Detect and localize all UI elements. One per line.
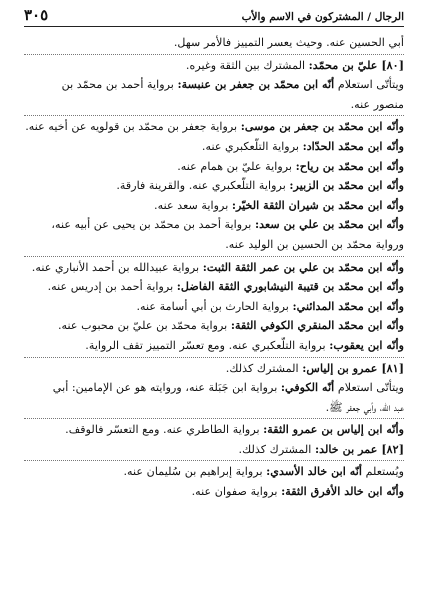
text-line: وأنّه ابن يعقوب: برواية التلّعكبري عنه. ومع تعسّر التمييز تقف الرواية. [85, 337, 404, 352]
text-line: وأنّه ابن محمّد المدائني: برواية الحارث بن أبي أسامة عنه. [136, 298, 404, 313]
book-page [24, 6, 404, 616]
separator [24, 256, 404, 257]
text-line: ورواية محمّد بن الحسين بن الوليد عنه. [225, 237, 404, 251]
entry-heading-81: [٨١] عمرو بن إلياس: المشترك كذلك. [225, 360, 404, 375]
page-number: ٣٠٥ [24, 6, 49, 24]
text-line: وأنّه ابن محمّد بن جعفر بن موسى: برواية جعفر بن محمّد بن قولويه عن أخيه عنه. [25, 119, 404, 134]
text-line: وأنّه ابن محمّد بن علي بن عمر الثقة الثبت: برواية عبيدالله بن أحمد الأنباري عنه. [31, 259, 404, 274]
text-line: أبي الحسين عنه. وحيث يعسر التمييز فالأمر سهل. [173, 36, 404, 49]
separator [24, 54, 404, 55]
text-line: ويتأتّى استعلام أنّه الكوفي: برواية ابن جَبَلة عنه، وروايته هو عن الإمامين: أبي [52, 380, 404, 395]
separator [24, 418, 404, 419]
separator [24, 460, 404, 461]
text-line: وأنّه ابن إلياس بن عمرو الثقة: برواية الطاطري عنه. ومع التعسّر فالوقف. [65, 422, 404, 437]
separator [24, 357, 404, 358]
text-line: وأنّه ابن محمّد بن الزبير: برواية التلّعكبري عنه. والقرينة فارقة. [116, 178, 404, 193]
text-line: وأنّه ابن محمّد بن علي بن سعد: برواية أحمد بن محمّد بن يحيى عن أبيه عنه، [51, 217, 404, 232]
separator [24, 115, 404, 116]
text-line: ويتأتّى استعلام أنّه ابن محمّد بن جعفر بن عنبسة: برواية أحمد بن محمّد بن [61, 77, 404, 92]
text-line: منصور عنه. [350, 97, 404, 111]
text-line: وأنّه ابن محمّد بن شيران الثقة الخيّر: برواية سعد عنه. [154, 197, 404, 212]
text-line: وأنّه ابن محمّد المنقري الكوفي الثقة: برواية محمّد بن عليّ بن محبوب عنه. [58, 318, 404, 333]
text-line: وأنّه ابن خالد الأفرق الثقة: برواية صفوان عنه. [191, 484, 404, 499]
text-line: وأنّه ابن محمّد بن رياح: برواية عليّ بن همام عنه. [177, 158, 404, 173]
entry-heading-80: [٨٠] عليّ بن محمّد: المشترك بين الثقة وغيره. [185, 57, 404, 72]
running-title: الرجال / المشتركون في الاسم والأب [241, 11, 404, 23]
entry-heading-82: [٨٢] عمر بن خالد: المشترك كذلك. [238, 441, 404, 456]
text-line: وأنّه ابن محمّد بن قتيبة النيشابوري الثقة الفاضل: برواية أحمد بن إدريس عنه. [47, 279, 404, 294]
text-line: عبد الله، وأبي جعفر ﷺ. [325, 400, 404, 414]
text-line: وأنّه ابن محمّد الحدّاد: برواية التلّعكبري عنه. [201, 138, 404, 153]
page-header [24, 6, 404, 27]
page-body [24, 33, 404, 502]
text-line: ويُستعلم أنّه ابن خالد الأسدي: برواية إبراهيم بن سُليمان عنه. [123, 464, 404, 479]
